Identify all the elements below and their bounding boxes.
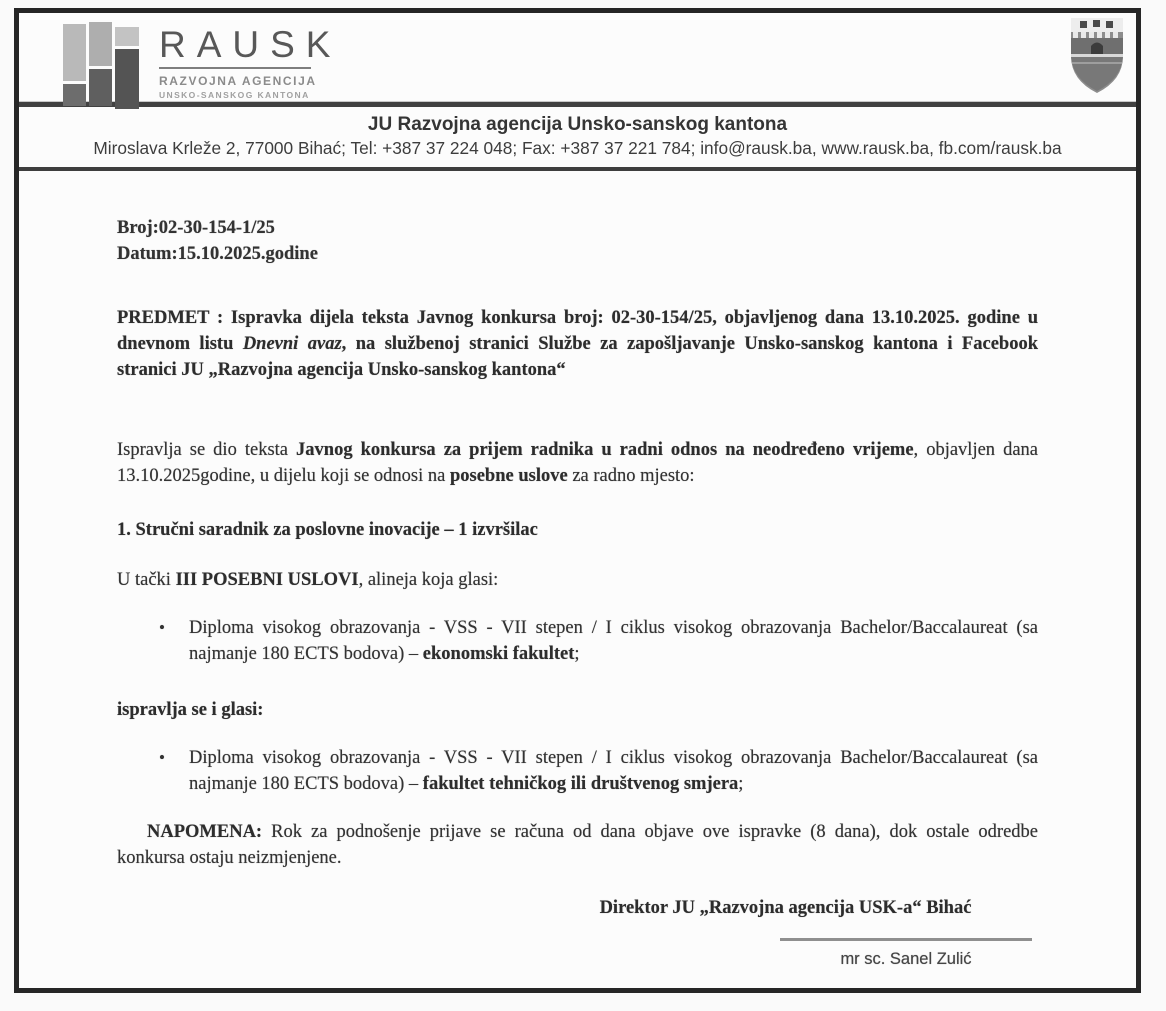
- logo-subtitle-1: RAZVOJNA AGENCIJA: [159, 74, 317, 88]
- bullet-item-old: [159, 615, 1038, 667]
- logo-bar: [115, 27, 139, 46]
- letterhead-bar: [19, 107, 1136, 171]
- header-band: [19, 13, 1136, 101]
- org-name: JU Razvojna agencija Unsko-sanskog kantona: [367, 114, 788, 135]
- logo-bar: [63, 84, 86, 106]
- position-title: 1. Stručni saradnik za poslovne inovacije – 1 izvršilac: [117, 520, 538, 540]
- logo-wordmark: [159, 18, 341, 100]
- bullet-old-bold: ekonomski fakultet: [422, 644, 575, 664]
- ref-number: Broj:02-30-154-1/25: [117, 218, 275, 238]
- note-text: Rok za podnošenje prijave se računa od dana objave ove ispravke (8 dana), dok ostale odredbe konkursa ostaju neizmjenjene.: [117, 822, 1038, 868]
- bullet-old-text: [189, 615, 1038, 667]
- logo-bar: [89, 69, 112, 106]
- logo-subtitle-2: UNSKO-SANSKOG KANTONA: [159, 90, 310, 100]
- intro-text-2: , objavljen dana 13.10.2025godine, u dijelu koji se odnosi na: [117, 440, 1038, 486]
- signature-line: [780, 938, 1032, 941]
- intro-paragraph: [117, 437, 1038, 489]
- subject-paragraph: [117, 305, 1038, 383]
- bullet-new-bold: fakultet tehničkog ili društvenog smjera: [422, 774, 739, 794]
- logo-bar: [115, 49, 139, 109]
- logo-bars-icon: [57, 18, 145, 108]
- note-label: NAPOMENA:: [147, 822, 263, 842]
- subject-newspaper-name: Dnevni avaz: [242, 334, 342, 354]
- intro-bold-2: posebne uslove: [449, 466, 568, 486]
- intro-bold-1: Javnog konkursa za prijem radnika u radni odnos na neodređeno vrijeme: [296, 440, 914, 460]
- letter-body: [19, 171, 1136, 972]
- document-page: [14, 8, 1141, 993]
- intro-text-3: za radno mjesto:: [567, 466, 695, 486]
- bullet-icon: •: [159, 748, 165, 767]
- company-logo: [57, 18, 341, 108]
- signature-name: mr sc. Sanel Zulić: [840, 950, 972, 968]
- bullet-new-text-2: ;: [738, 774, 744, 794]
- bullet-new-text-1: Diploma visokog obrazovanja - VSS - VII stepen / I ciklus visokog obrazovanja Bachelor/Baccalaureat (sa najmanje 180 ECTS bodova) –: [189, 748, 1038, 794]
- logo-title: RAUSK: [159, 24, 342, 65]
- bullet-old-text-2: ;: [574, 644, 580, 664]
- date-line: Datum:15.10.2025.godine: [117, 244, 318, 264]
- subject-text-2: , na službenoj stranici Službe za zapošljavanje Unsko-sanskog kantona i Facebook stranici JU „Razvojna agencija Unsko-sanskog kantona“: [117, 334, 1038, 380]
- section-bold: III POSEBNI USLOVI: [175, 570, 359, 590]
- intro-text-1: Ispravlja se dio teksta: [117, 440, 297, 460]
- logo-bar: [63, 24, 86, 81]
- note-paragraph: [117, 819, 1038, 871]
- coat-of-arms-icon: [1068, 15, 1126, 102]
- section-text-1: U tački: [117, 570, 176, 590]
- signature-block: [533, 895, 1038, 972]
- subject-text-1: PREDMET : Ispravka dijela teksta Javnog konkursa broj: 02-30-154/25, objavljenog dana 13.10.2025. godine u dnevnom listu: [117, 308, 1038, 354]
- bullet-old-text-1: Diploma visokog obrazovanja - VSS - VII stepen / I ciklus visokog obrazovanja Bachelor/Baccalaureat (sa najmanje 180 ECTS bodova) –: [189, 618, 1038, 664]
- signature-title: Direktor JU „Razvojna agencija USK-a“ Bihać: [599, 898, 972, 918]
- logo-underline: [159, 67, 311, 69]
- bullet-item-new: [159, 745, 1038, 797]
- bullet-new-text: [189, 745, 1038, 797]
- bullet-icon: •: [159, 618, 165, 637]
- org-contact-line: Miroslava Krleže 2, 77000 Bihać; Tel: +387 37 224 048; Fax: +387 37 221 784; info@rausk.ba, www.rausk.ba, fb.com/rausk.ba: [93, 138, 1062, 158]
- section-intro: [117, 567, 1038, 593]
- section-text-2: , alineja koja glasi:: [358, 570, 499, 590]
- correction-label: ispravlja se i glasi:: [117, 700, 264, 720]
- logo-bar: [89, 22, 112, 66]
